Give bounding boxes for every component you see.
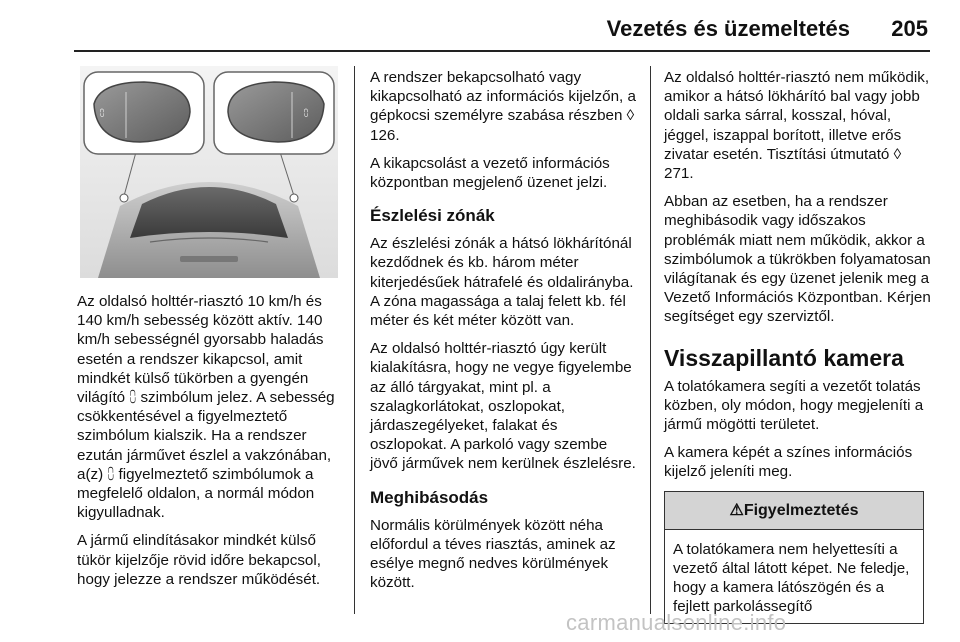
paragraph: A kamera képét a színes információs kijelző jeleníti meg. <box>664 444 913 481</box>
column-1 <box>77 292 343 598</box>
car-mirror-illustration <box>80 66 338 278</box>
paragraph: A jármű elindításakor mindkét külső tükör kijelzője rövid időre bekapcsol, hogy jelezze a rendszer működését. <box>77 532 321 588</box>
warning-text: A tolatókamera nem helyettesíti a vezető által látott képet. Ne feledje, hogy a kamera látószögén és a fejlett parkolássegítő <box>673 540 910 616</box>
paragraph: A kikapcsolást a vezető információs központban megjelenő üzenet jelzi. <box>370 154 610 192</box>
paragraph: A tolatókamera segíti a vezetőt tolatás közben, oly módon, hogy megjeleníti a jármű mögötti területet. <box>664 377 924 434</box>
paragraph: Az észlelési zónák a hátsó lökhárítónál kezdődnek és kb. három méter kiterjedésűek hátrafelé és oldalirányba. A zóna magassága a talaj felett kb. fél méter és két méter között van. <box>370 235 634 330</box>
malfunction-heading: Meghibásodás <box>370 487 489 507</box>
column-3 <box>664 68 934 624</box>
column-divider-1 <box>354 66 355 614</box>
paragraph: Normális körülmények között néha előfordul a téves riasztás, aminek az esélye megnő nedves körülmények között. <box>370 516 616 592</box>
blind-spot-figure <box>80 66 338 278</box>
header-divider <box>74 50 930 52</box>
watermark: carmanualsonline.info <box>566 610 787 635</box>
section-title: Vezetés és üzemeltetés <box>606 16 850 41</box>
paragraph: Az oldalsó holttér-riasztó 10 km/h és 140 km/h sebesség között aktív. 140 km/h sebességnél gyorsabb haladás esetén a rendszer kikapcsol, amit mindkét külső tükörben a gyengén világító ⩇ szimbólum jelez. A sebesség csökkentésével a figyelmeztető szimbólum kialszik. Ha a rendszer ezután járművet észlel a vakzónában, a(z) ⩇ figyelmeztető szimbólumok a megfelelő oldalon, a normál módon kigyulladnak. <box>77 293 335 522</box>
detection-zones-heading: Észlelési zónák <box>370 206 495 226</box>
column-divider-2 <box>650 66 651 614</box>
warning-title: ⚠Figyelmeztetés <box>665 492 923 530</box>
page-number: 205 <box>891 16 928 41</box>
rear-camera-heading: Visszapillantó kamera <box>664 344 904 371</box>
paragraph: Az oldalsó holttér-riasztó úgy került kialakításra, hogy ne vegye figyelembe az álló tárgyakat, mint pl. a szalagkorlátokat, oszlopokat, járdaszegélyeket, falakat és oszlopokat. A parkoló vagy szembe jövő járművek nem kerülnek észlelésre. <box>370 340 636 473</box>
paragraph: Abban az esetben, ha a rendszer meghibásodik vagy időszakos problémák miatt nem működik, akkor a szimbólumok a tükrökben folyamatosan világítanak és egy üzenet jelenik meg a Vezető Információs Központban. Kérjen segítséget egy szerviztől. <box>664 193 931 326</box>
svg-text:⩇: ⩇ <box>100 109 105 119</box>
paragraph: Az oldalsó holttér-riasztó nem működik, amikor a hátsó lökhárító bal vagy jobb oldali sarka sárral, kosszal, hóval, jéggel, iszappal borított, illetve erős zivatar esetén. Tisztítási útmutató ◊ 271. <box>664 69 930 183</box>
paragraph: A rendszer bekapcsolható vagy kikapcsolható az információs kijelzőn, a gépkocsi személyre szabása részben ◊ 126. <box>370 69 636 144</box>
column-2 <box>370 68 636 601</box>
warning-box <box>664 491 924 624</box>
svg-text:⩇: ⩇ <box>304 109 309 119</box>
